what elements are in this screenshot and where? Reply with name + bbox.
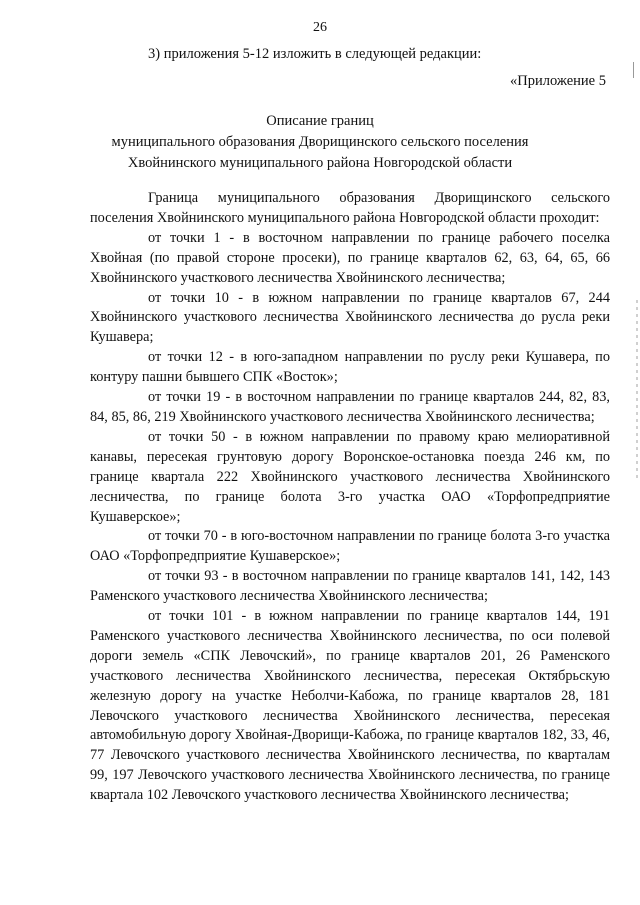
amendment-line: 3) приложения 5-12 изложить в следующей редакции: xyxy=(148,46,482,62)
paragraph-point-93: от точки 93 - в восточном направлении по границе кварталов 141, 142, 143 Раменского участкового лесничества Хвойнинского лесничества; xyxy=(90,568,610,605)
document-body xyxy=(90,189,610,806)
scan-edge-artifact xyxy=(636,300,638,480)
title-line-1: Описание границ xyxy=(266,113,374,129)
title-line-2: муниципального образования Дворищинского сельского поселения xyxy=(111,134,529,150)
title-line-3: Хвойнинского муниципального района Новгородской области xyxy=(127,155,513,171)
scan-edge-mark xyxy=(633,62,640,78)
paragraph-intro: Граница муниципального образования Дворищинского сельского поселения Хвойнинского муниципального района Новгородской области проходит: xyxy=(90,190,610,226)
paragraph-point-10: от точки 10 - в южном направлении по границе кварталов 67, 244 Хвойнинского участкового лесничества Хвойнинского лесничества до русла реки Кушавера; xyxy=(90,289,610,346)
document-title xyxy=(0,111,640,174)
paragraph-point-101: от точки 101 - в южном направлении по границе кварталов 144, 191 Раменского участкового лесничества Хвойнинского лесничества, по оси полевой дороги земель «СПК Левочский», по границе кварталов 201, 26 Раменского участкового лесничества Хвойнинского лесничества, пересекая Октябрьскую железную дорогу на участке Неболчи-Кабожа, по границе кварталов 28, 181 Левочского участкового лесничества Хвойнинского лесничества, пересекая автомобильную дорогу Хвойная-Дворищи-Кабожа, по границе кварталов 182, 33, 46, 77 Левочского участкового лесничества Хвойнинского лесничества, по кварталам 99, 197 Левочского участкового лесничества Хвойнинского лесничества, по границе квартала 102 Левочского участкового лесничества Хвойнинского лесничества; xyxy=(90,608,610,804)
appendix-label: «Приложение 5 xyxy=(510,73,606,89)
paragraph-point-12: от точки 12 - в юго-западном направлении по руслу реки Кушавера, по контуру пашни бывшего СПК «Восток»; xyxy=(90,349,610,386)
paragraph-point-1: от точки 1 - в восточном направлении по границе рабочего поселка Хвойная (по правой стороне просеки), по границе кварталов 62, 63, 64, 65, 66 Хвойнинского участкового лесничества Хвойнинского лесничества; xyxy=(90,229,610,286)
paragraph-point-70: от точки 70 - в юго-восточном направлении по границе болота 3-го участка ОАО «Торфопредприятие Кушаверское»; xyxy=(90,528,610,565)
paragraph-point-50: от точки 50 - в южном направлении по правому краю мелиоративной канавы, пересекая грунтовую дорогу Воронское-остановка поезда 246 км, по границе квартала 222 Хвойнинского участкового лесничества Хвойнинского лесничества, по границе болота 3-го участка ОАО «Торфопредприятие Кушаверское»; xyxy=(90,428,610,525)
paragraph-point-19: от точки 19 - в восточном направлении по границе кварталов 244, 82, 83, 84, 85, 86, 219 Хвойнинского участкового лесничества Хвойнинского лесничества; xyxy=(90,389,610,425)
page-number: 26 xyxy=(313,20,327,35)
